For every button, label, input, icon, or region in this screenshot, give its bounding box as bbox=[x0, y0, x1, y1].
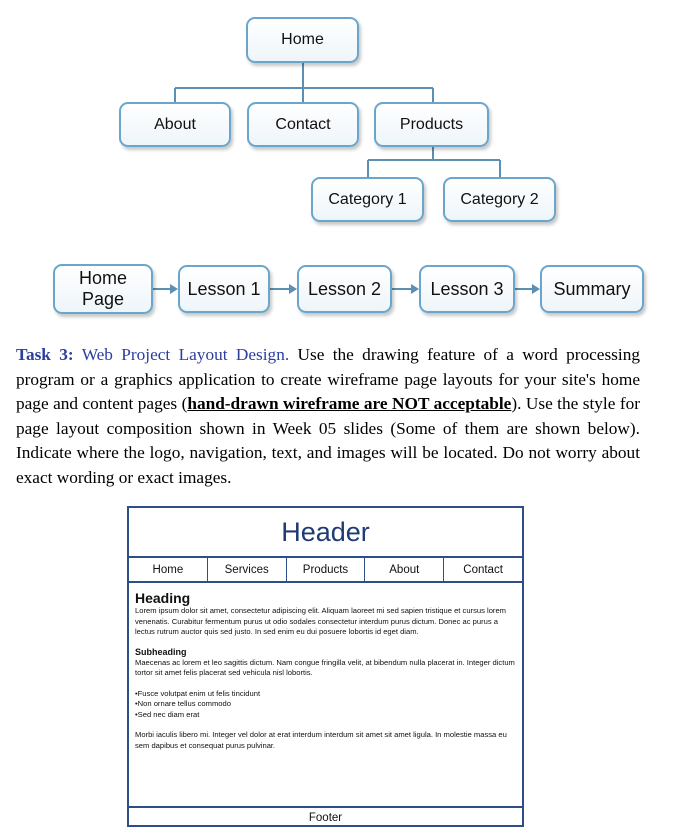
wireframe-header bbox=[129, 508, 522, 558]
wireframe-bullet-item: • Fusce volutpat enim ut felis tincidunt bbox=[135, 689, 515, 700]
flow-lesson1-label: Lesson 1 bbox=[187, 278, 261, 299]
task-emphasis: hand-drawn wireframe are NOT acceptable bbox=[187, 394, 512, 414]
sitemap-about-node bbox=[119, 102, 231, 147]
flow-lesson3-node bbox=[419, 265, 515, 313]
sitemap-category2-node bbox=[443, 177, 556, 222]
wireframe-footer-label: Footer bbox=[308, 811, 343, 824]
wireframe-paragraph-2: Maecenas ac lorem et leo sagittis dictum. Nam congue fringilla velit, at bibendum nulla placerat in. Integer dictum tortor sit amet felis placerat sed vehicula nisl lobortis. bbox=[135, 657, 515, 677]
task-text-after: ). Use the style for page layout composition shown in Week 05 slides (Some of them are shown below). Indicate where the logo, navigation, text, and images will be located. Do not worry about exact wording or exact images. bbox=[16, 394, 640, 487]
wireframe-content bbox=[129, 583, 522, 808]
sitemap-category1-label: Category 1 bbox=[328, 190, 407, 208]
task-label: Task 3: bbox=[16, 345, 74, 364]
flow-lesson2-node bbox=[297, 265, 392, 313]
sitemap-contact-label: Contact bbox=[275, 115, 331, 133]
wireframe-header-label: Header bbox=[281, 516, 370, 547]
flow-home-page-line1: Home bbox=[78, 268, 127, 288]
wireframe-nav bbox=[129, 558, 522, 583]
sitemap-products-node bbox=[374, 102, 489, 147]
wireframe-nav-services: Services bbox=[208, 558, 287, 581]
wireframe-nav-products: Products bbox=[287, 558, 366, 581]
wireframe-paragraph-3: Morbi iaculis libero mi. Integer vel dolor at erat interdum interdum sit amet sit amet ligula. In molestie massa eu sem dapibus et consequat purus pulvinar. bbox=[135, 730, 507, 750]
flow-home-page-node bbox=[53, 264, 153, 314]
sitemap-category1-node bbox=[311, 177, 424, 222]
wireframe-heading: Heading bbox=[135, 590, 191, 606]
wireframe-nav-about: About bbox=[365, 558, 444, 581]
wireframe-footer bbox=[129, 808, 522, 827]
wireframe-layout bbox=[127, 506, 524, 827]
flow-summary-node bbox=[540, 265, 644, 313]
flow-summary-label: Summary bbox=[553, 278, 631, 299]
flow-lesson3-label: Lesson 3 bbox=[430, 278, 504, 299]
wireframe-bullet-list bbox=[135, 689, 515, 721]
flow-lesson2-label: Lesson 2 bbox=[307, 278, 382, 299]
task-title: Web Project Layout Design. bbox=[81, 345, 290, 364]
wireframe-paragraph-1: Lorem ipsum dolor sit amet, consectetur adipiscing elit. Aliquam laoreet mi sed sapien tristique et cursus lorem venenatis. Curabitur fermentum purus ut odio sodales consectetur interdum purus dictum. Donec ac purus a lectus rutrum auctor quis sed justo. In sed enim eu dui posuere lobortis id eget diam. bbox=[135, 606, 506, 636]
sitemap-contact-node bbox=[247, 102, 359, 147]
sitemap-about-label: About bbox=[154, 115, 196, 133]
flow-lesson1-node bbox=[178, 265, 270, 313]
wireframe-nav-contact: Contact bbox=[463, 563, 503, 576]
sitemap-products-label: Products bbox=[399, 115, 464, 133]
wireframe-subheading: Subheading bbox=[135, 646, 187, 657]
sitemap-home-label: Home bbox=[281, 31, 324, 48]
wireframe-bullet-item: • Sed nec diam erat bbox=[135, 710, 515, 721]
task-text-before: Use the drawing feature of a word processing program or a graphics application to create wireframe page layouts for your site's home page and content pages ( bbox=[16, 345, 640, 414]
task-paragraph bbox=[16, 343, 640, 491]
flow-home-page-line2: Page bbox=[81, 289, 125, 309]
sitemap-category2-label: Category 2 bbox=[460, 190, 539, 208]
sitemap-home-node bbox=[246, 17, 359, 63]
wireframe-nav-home: Home bbox=[129, 558, 208, 581]
wireframe-bullet-item: • Non ornare tellus commodo bbox=[135, 699, 515, 710]
